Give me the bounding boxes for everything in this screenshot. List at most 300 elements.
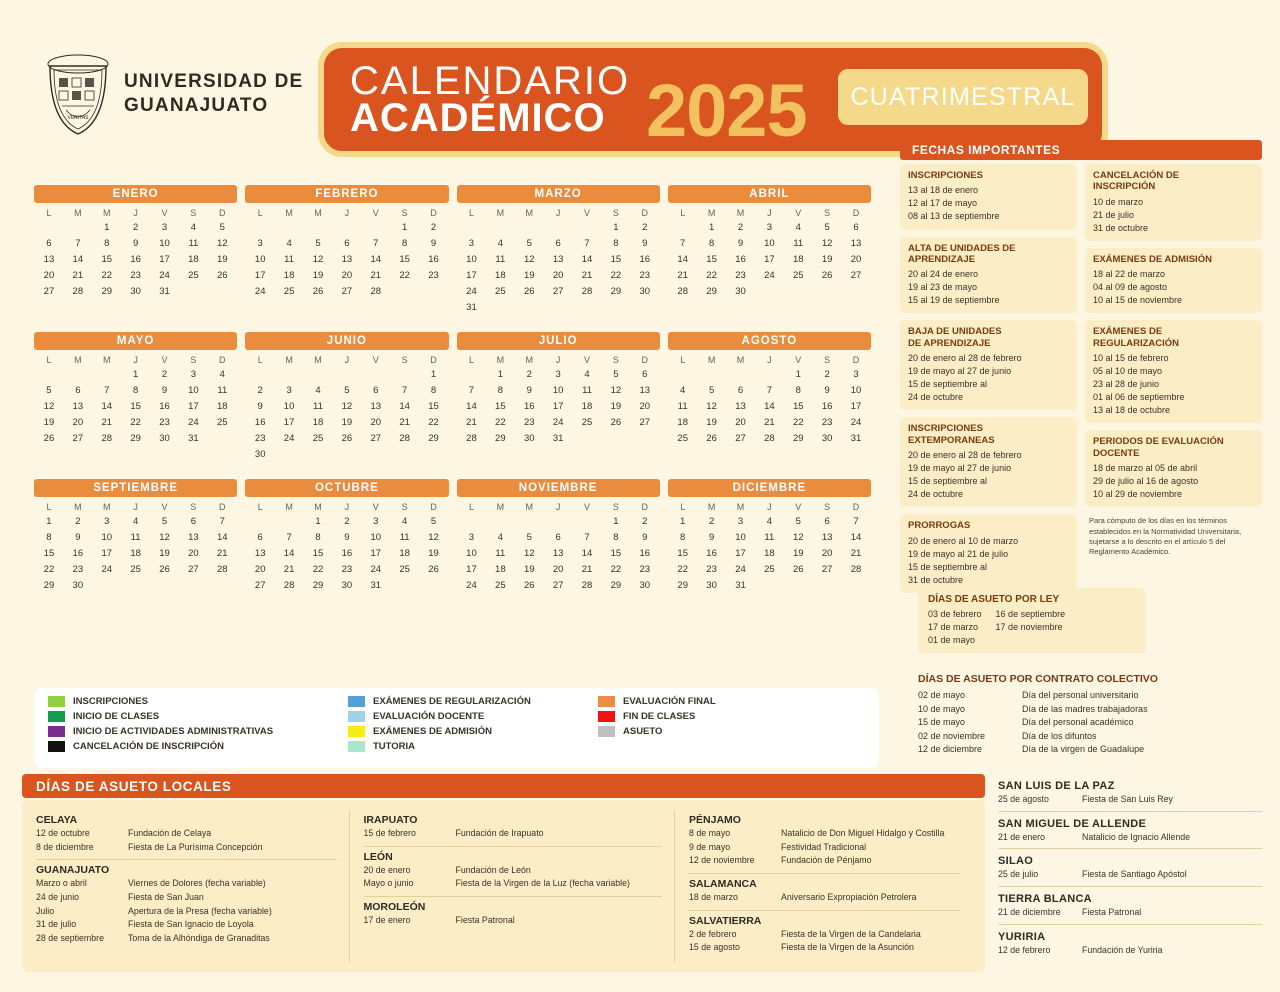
day-cell: 27 bbox=[850, 270, 862, 281]
day-cell: 8 bbox=[613, 238, 619, 249]
day-cell: 2 bbox=[161, 369, 168, 380]
day-cell: 26 bbox=[610, 417, 622, 428]
empty-cell bbox=[391, 447, 419, 462]
empty-cell bbox=[813, 578, 841, 593]
weekday-header: D bbox=[641, 355, 649, 365]
holiday-name: Fiesta Patronal bbox=[455, 914, 515, 925]
day-cell: 24 bbox=[101, 564, 113, 575]
divider bbox=[998, 886, 1262, 887]
day-cell: 13 bbox=[43, 254, 55, 265]
day-cell: 15 bbox=[399, 254, 410, 265]
legend-swatch-icon bbox=[348, 696, 365, 707]
empty-cell bbox=[698, 367, 726, 382]
day-cell: 10 bbox=[552, 385, 564, 396]
day-cell: 25 bbox=[283, 286, 295, 297]
legend-item bbox=[48, 741, 348, 752]
asueto-cc-title: DÍAS DE ASUETO POR CONTRATO COLECTIVO bbox=[918, 673, 1158, 685]
day-cell: 23 bbox=[254, 433, 266, 444]
day-cell: 21 bbox=[370, 270, 382, 281]
day-cell: 5 bbox=[613, 369, 619, 380]
day-cell: 6 bbox=[190, 516, 197, 527]
day-cell: 5 bbox=[526, 532, 532, 543]
weekday-header: J bbox=[344, 355, 350, 365]
day-cell: 14 bbox=[466, 401, 477, 412]
day-cell: 16 bbox=[706, 548, 717, 559]
day-cell: 12 bbox=[821, 238, 833, 249]
weekday-header: S bbox=[612, 208, 619, 218]
important-date-heading: ALTA DE UNIDADES DE APRENDIZAJE bbox=[908, 242, 1016, 265]
day-cell: 15 bbox=[428, 401, 439, 412]
day-cell: 18 bbox=[495, 564, 506, 575]
day-cell: 19 bbox=[428, 548, 439, 559]
day-cell: 2 bbox=[642, 516, 648, 527]
day-cell: 10 bbox=[764, 238, 775, 249]
day-cell: 26 bbox=[523, 580, 535, 591]
day-cell: 28 bbox=[581, 580, 593, 591]
day-cell: 26 bbox=[428, 564, 439, 575]
day-cell: 30 bbox=[130, 286, 141, 297]
weekday-header: M bbox=[736, 208, 745, 218]
day-cell: 27 bbox=[370, 433, 382, 444]
empty-cell bbox=[246, 220, 274, 235]
day-cell: 8 bbox=[795, 385, 801, 396]
weekday-header: V bbox=[584, 502, 591, 512]
day-cell: 6 bbox=[824, 516, 830, 527]
day-cell: 17 bbox=[735, 548, 746, 559]
day-cell: 30 bbox=[639, 286, 651, 297]
month-title: ENERO bbox=[34, 185, 237, 203]
calendar-title bbox=[350, 58, 631, 140]
important-date-heading: BAJA DE UNIDADES DE APRENDIZAJE bbox=[908, 326, 1002, 349]
empty-cell bbox=[669, 220, 697, 235]
weekday-header: M bbox=[102, 502, 111, 512]
day-cell: 7 bbox=[680, 238, 686, 249]
day-cell: 6 bbox=[344, 238, 350, 249]
day-cell: 11 bbox=[793, 238, 804, 249]
empty-cell bbox=[515, 300, 543, 315]
day-cell: 2 bbox=[257, 385, 263, 396]
asueto-cc-row bbox=[918, 743, 1262, 757]
divider bbox=[998, 848, 1262, 849]
day-cell: 16 bbox=[428, 254, 439, 265]
empty-cell bbox=[544, 220, 572, 235]
day-cell: 7 bbox=[75, 238, 81, 249]
day-cell: 17 bbox=[850, 401, 862, 412]
day-cell: 5 bbox=[315, 238, 321, 249]
month-mayo bbox=[34, 332, 237, 463]
day-cell: 1 bbox=[613, 222, 619, 233]
day-cell: 24 bbox=[552, 417, 564, 428]
day-cell: 12 bbox=[706, 401, 717, 412]
weekday-header: M bbox=[102, 208, 111, 218]
day-cell: 4 bbox=[497, 532, 503, 543]
weekday-header: J bbox=[344, 208, 350, 218]
day-cell: 8 bbox=[680, 532, 686, 543]
divider bbox=[689, 873, 959, 874]
day-cell: 11 bbox=[284, 254, 295, 265]
day-cell: 1 bbox=[104, 222, 110, 233]
weekday-header: M bbox=[707, 355, 716, 365]
day-cell: 6 bbox=[555, 532, 561, 543]
city-name: SAN LUIS DE LA PAZ bbox=[998, 780, 1115, 792]
weekday-header: D bbox=[641, 208, 649, 218]
important-date-card bbox=[900, 417, 1077, 507]
holiday-row bbox=[364, 914, 663, 928]
legend-column-1 bbox=[48, 696, 348, 760]
day-cell: 6 bbox=[737, 385, 744, 396]
day-cell: 15 bbox=[610, 548, 622, 559]
day-cell: 19 bbox=[821, 254, 833, 265]
month-grid bbox=[457, 206, 660, 316]
day-cell: 22 bbox=[428, 417, 439, 428]
month-title: NOVIEMBRE bbox=[457, 479, 660, 497]
weekday-header: S bbox=[824, 208, 831, 218]
day-cell: 18 bbox=[764, 548, 775, 559]
day-cell: 8 bbox=[315, 532, 321, 543]
empty-cell bbox=[275, 220, 303, 235]
day-cell: 27 bbox=[639, 417, 651, 428]
legend-item bbox=[598, 696, 838, 707]
day-cell: 10 bbox=[159, 238, 170, 249]
day-cell: 3 bbox=[555, 369, 561, 380]
empty-cell bbox=[458, 514, 486, 529]
month-title: DICIEMBRE bbox=[668, 479, 871, 497]
local-holidays-box bbox=[22, 800, 985, 972]
important-date-card bbox=[900, 320, 1077, 410]
weekday-header: D bbox=[852, 502, 860, 512]
day-cell: 26 bbox=[706, 433, 717, 444]
day-cell: 5 bbox=[526, 238, 532, 249]
legend-label: EXÁMENES DE ADMISIÓN bbox=[373, 726, 492, 737]
weekday-header: L bbox=[680, 355, 686, 365]
empty-cell bbox=[486, 300, 514, 315]
weekday-header: V bbox=[372, 208, 379, 218]
day-cell: 15 bbox=[706, 254, 717, 265]
day-cell: 30 bbox=[821, 433, 833, 444]
day-cell: 10 bbox=[370, 532, 382, 543]
local-holidays-col-a bbox=[36, 810, 350, 962]
month-octubre bbox=[245, 479, 448, 594]
legend-label: FIN DE CLASES bbox=[623, 711, 696, 722]
empty-cell bbox=[631, 431, 659, 446]
day-cell: 21 bbox=[217, 548, 228, 559]
day-cell: 28 bbox=[581, 286, 593, 297]
day-cell: 11 bbox=[582, 385, 592, 396]
empty-cell bbox=[64, 220, 92, 235]
weekday-header: J bbox=[133, 355, 138, 365]
empty-cell bbox=[842, 284, 870, 299]
local-holidays-col-b bbox=[350, 810, 676, 962]
weekday-header: V bbox=[795, 502, 802, 512]
day-cell: 31 bbox=[466, 302, 477, 313]
day-cell: 24 bbox=[254, 286, 266, 297]
holiday-row bbox=[36, 841, 337, 855]
weekday-header: M bbox=[736, 502, 745, 512]
day-cell: 22 bbox=[610, 564, 622, 575]
holiday-row bbox=[689, 841, 959, 855]
asueto-cc-label: Día del personal universitario bbox=[1022, 690, 1139, 700]
day-cell: 21 bbox=[466, 417, 477, 428]
day-cell: 27 bbox=[821, 564, 833, 575]
day-cell: 14 bbox=[581, 548, 593, 559]
day-cell: 3 bbox=[853, 369, 859, 380]
day-cell: 17 bbox=[101, 548, 113, 559]
important-date-line: 12 al 17 de mayo bbox=[908, 198, 978, 209]
day-cell: 28 bbox=[677, 286, 688, 297]
page-header bbox=[0, 0, 1280, 150]
weekday-header: D bbox=[219, 355, 226, 365]
day-cell: 20 bbox=[850, 254, 862, 265]
day-cell: 22 bbox=[495, 417, 506, 428]
asueto-by-law-col2 bbox=[996, 608, 1066, 647]
city-name: TIERRA BLANCA bbox=[998, 892, 1092, 905]
calendar-months bbox=[34, 185, 879, 610]
important-date-line: 15 al 19 de septiembre bbox=[908, 295, 1000, 306]
day-cell: 15 bbox=[130, 401, 141, 412]
day-cell: 29 bbox=[792, 433, 804, 444]
important-date-line: 21 de julio bbox=[1093, 209, 1135, 220]
day-cell: 20 bbox=[735, 417, 746, 428]
month-title: SEPTIEMBRE bbox=[34, 479, 237, 497]
day-cell: 27 bbox=[72, 433, 84, 444]
weekday-header: V bbox=[795, 355, 802, 365]
day-cell: 19 bbox=[341, 417, 353, 428]
day-cell: 18 bbox=[581, 401, 593, 412]
empty-cell bbox=[573, 300, 601, 315]
day-cell: 30 bbox=[706, 580, 717, 591]
period-badge: CUATRIMESTRAL bbox=[838, 69, 1088, 125]
holiday-row bbox=[364, 877, 663, 891]
important-date-line: 29 de julio al 16 de agosto bbox=[1093, 476, 1199, 487]
day-cell: 17 bbox=[764, 254, 775, 265]
day-cell: 23 bbox=[428, 270, 439, 281]
important-date-line: 10 al 15 de noviembre bbox=[1093, 295, 1183, 306]
day-cell: 23 bbox=[523, 417, 535, 428]
day-cell: 10 bbox=[850, 385, 862, 396]
asueto-collective-contract bbox=[918, 673, 1262, 757]
day-cell: 31 bbox=[188, 433, 199, 444]
holiday-row bbox=[998, 906, 1262, 920]
month-septiembre bbox=[34, 479, 237, 594]
day-cell: 12 bbox=[217, 238, 228, 249]
day-cell: 30 bbox=[341, 580, 353, 591]
day-cell: 16 bbox=[639, 548, 651, 559]
weekday-header: V bbox=[161, 355, 168, 365]
holiday-date: 20 de enero bbox=[363, 864, 411, 875]
legend-swatch-icon bbox=[348, 726, 365, 737]
important-date-line: 19 de mayo al 27 de junio bbox=[908, 463, 1012, 474]
empty-cell bbox=[515, 220, 543, 235]
holiday-date: 25 de julio bbox=[998, 869, 1039, 880]
day-cell: 22 bbox=[43, 564, 55, 575]
asueto-date: 01 de mayo bbox=[928, 635, 976, 646]
holiday-name: Fundación de Irapuato bbox=[455, 828, 544, 838]
day-cell: 20 bbox=[72, 417, 84, 428]
holiday-row bbox=[998, 868, 1262, 882]
day-cell: 25 bbox=[399, 564, 410, 575]
day-cell: 19 bbox=[523, 270, 535, 281]
day-cell: 31 bbox=[850, 433, 862, 444]
day-cell: 13 bbox=[341, 254, 353, 265]
day-cell: 26 bbox=[341, 433, 353, 444]
day-cell: 31 bbox=[552, 433, 564, 444]
day-cell: 30 bbox=[254, 449, 266, 460]
holiday-date: 15 de agosto bbox=[689, 942, 740, 953]
divider bbox=[998, 811, 1262, 812]
day-cell: 2 bbox=[642, 222, 648, 233]
day-cell: 26 bbox=[821, 270, 833, 281]
weekday-header: S bbox=[190, 208, 197, 218]
legend-swatch-icon bbox=[598, 711, 615, 722]
day-cell: 16 bbox=[159, 401, 170, 412]
empty-cell bbox=[362, 447, 390, 462]
day-cell: 8 bbox=[497, 385, 503, 396]
empty-cell bbox=[420, 284, 448, 299]
day-cell: 9 bbox=[642, 238, 648, 249]
day-cell: 18 bbox=[217, 401, 228, 412]
day-cell: 18 bbox=[495, 270, 506, 281]
day-cell: 20 bbox=[552, 270, 564, 281]
holiday-date: 18 de marzo bbox=[689, 891, 738, 902]
weekday-header: S bbox=[824, 355, 831, 365]
day-cell: 6 bbox=[257, 532, 263, 543]
day-cell: 14 bbox=[101, 401, 113, 412]
holiday-name: Fundación de León bbox=[455, 864, 531, 875]
important-date-line: 20 al 24 de enero bbox=[908, 269, 979, 280]
day-cell: 28 bbox=[370, 286, 382, 297]
month-grid bbox=[34, 206, 237, 300]
weekday-header: V bbox=[372, 355, 379, 365]
day-cell: 20 bbox=[188, 548, 199, 559]
important-date-line: 19 al 23 de mayo bbox=[908, 282, 978, 293]
holiday-name: Fundación de Pénjamo bbox=[781, 855, 872, 866]
legend-label: ASUETO bbox=[623, 726, 663, 737]
day-cell: 7 bbox=[402, 385, 408, 396]
important-date-heading: EXÁMENES DE ADMISIÓN bbox=[1093, 253, 1212, 265]
day-cell: 25 bbox=[764, 564, 775, 575]
day-cell: 28 bbox=[72, 286, 84, 297]
day-cell: 3 bbox=[737, 516, 744, 527]
empty-cell bbox=[93, 367, 121, 382]
weekday-header: M bbox=[496, 355, 505, 365]
important-date-heading: INSCRIPCIONES EXTEMPORANEAS bbox=[908, 423, 995, 446]
title-line-calendario: CALENDARIO bbox=[350, 58, 631, 103]
empty-cell bbox=[122, 578, 150, 593]
holiday-row bbox=[36, 932, 337, 946]
city-name: MOROLEÓN bbox=[363, 900, 426, 913]
day-cell: 13 bbox=[639, 385, 651, 396]
important-date-line: 20 de enero al 28 de febrero bbox=[908, 450, 1022, 461]
holiday-name: Apertura de la Presa (fecha variable) bbox=[128, 905, 272, 916]
weekday-header: L bbox=[680, 208, 686, 218]
day-cell: 29 bbox=[130, 433, 141, 444]
empty-cell bbox=[486, 220, 514, 235]
empty-cell bbox=[362, 220, 390, 235]
holiday-name: Fiesta de la Virgen de la Asunción bbox=[781, 942, 914, 953]
important-date-heading: INSCRIPCIONES bbox=[908, 170, 983, 181]
university-crest-icon bbox=[42, 52, 114, 136]
day-cell: 25 bbox=[130, 564, 141, 575]
divider bbox=[364, 846, 663, 847]
day-cell: 11 bbox=[399, 532, 410, 543]
day-cell: 11 bbox=[188, 238, 199, 249]
day-cell: 9 bbox=[708, 532, 715, 543]
weekday-header: L bbox=[46, 355, 52, 365]
empty-cell bbox=[573, 431, 601, 446]
weekday-header: L bbox=[680, 502, 686, 512]
empty-cell bbox=[813, 284, 841, 299]
day-cell: 30 bbox=[523, 433, 535, 444]
asueto-by-law-col1 bbox=[928, 608, 982, 647]
day-cell: 7 bbox=[853, 516, 859, 527]
important-date-card bbox=[1085, 430, 1262, 507]
month-grid bbox=[668, 206, 871, 300]
important-date-line: 13 al 18 de enero bbox=[908, 185, 979, 196]
day-cell: 27 bbox=[552, 286, 564, 297]
day-cell: 22 bbox=[610, 270, 622, 281]
day-cell: 27 bbox=[43, 286, 55, 297]
day-cell: 20 bbox=[639, 401, 651, 412]
day-cell: 4 bbox=[497, 238, 503, 249]
day-cell: 24 bbox=[370, 564, 382, 575]
day-cell: 16 bbox=[341, 548, 353, 559]
day-cell: 21 bbox=[581, 270, 593, 281]
day-cell: 4 bbox=[402, 516, 408, 527]
important-date-line: 01 al 06 de septiembre bbox=[1093, 392, 1185, 403]
day-cell: 25 bbox=[188, 270, 199, 281]
month-grid bbox=[245, 206, 448, 300]
important-date-line: 08 al 13 de septiembre bbox=[908, 211, 1000, 222]
day-cell: 10 bbox=[254, 254, 266, 265]
day-cell: 13 bbox=[850, 238, 862, 249]
month-title: MAYO bbox=[34, 332, 237, 350]
legend-swatch-icon bbox=[48, 741, 65, 752]
empty-cell bbox=[602, 431, 630, 446]
day-cell: 12 bbox=[43, 401, 55, 412]
empty-cell bbox=[420, 447, 448, 462]
holiday-date: 17 de enero bbox=[363, 914, 411, 925]
weekday-header: J bbox=[344, 502, 350, 512]
day-cell: 29 bbox=[428, 433, 439, 444]
day-cell: 2 bbox=[344, 516, 350, 527]
day-cell: 19 bbox=[312, 270, 324, 281]
day-cell: 26 bbox=[792, 564, 804, 575]
important-date-line: 24 de octubre bbox=[908, 392, 964, 403]
day-cell: 2 bbox=[430, 222, 437, 233]
weekday-header: L bbox=[468, 208, 474, 218]
month-title: MARZO bbox=[457, 185, 660, 203]
empty-cell bbox=[573, 220, 601, 235]
city-name: SAN MIGUEL DE ALLENDE bbox=[998, 817, 1147, 830]
day-cell: 25 bbox=[312, 433, 324, 444]
asueto-date: 17 de noviembre bbox=[995, 622, 1063, 633]
day-cell: 31 bbox=[370, 580, 382, 591]
months-row-2 bbox=[34, 332, 879, 479]
day-cell: 20 bbox=[821, 548, 833, 559]
day-cell: 7 bbox=[104, 385, 110, 396]
day-cell: 2 bbox=[132, 222, 139, 233]
holiday-row bbox=[998, 793, 1262, 807]
weekday-header: V bbox=[161, 502, 168, 512]
day-cell: 3 bbox=[190, 369, 197, 380]
day-cell: 9 bbox=[161, 385, 168, 396]
day-cell: 22 bbox=[706, 270, 717, 281]
empty-cell bbox=[755, 284, 783, 299]
day-cell: 25 bbox=[495, 580, 506, 591]
day-cell: 7 bbox=[584, 532, 590, 543]
day-cell: 2 bbox=[824, 369, 830, 380]
weekday-header: S bbox=[401, 355, 408, 365]
